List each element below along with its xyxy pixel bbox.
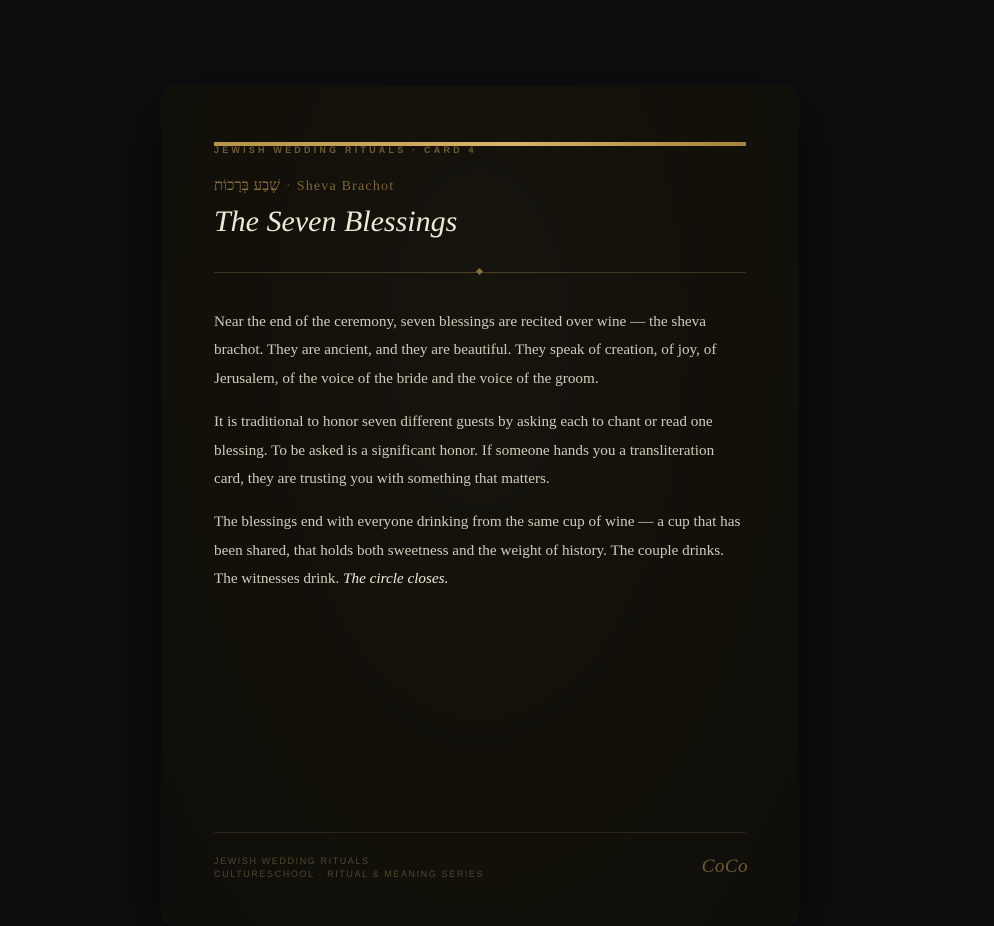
transliteration: Sheva Brachot: [296, 179, 395, 194]
subtitle-line: [214, 176, 394, 195]
card-title: The Seven Blessings: [214, 205, 458, 238]
hebrew-title: שֶׁבַע בְּרָכוֹת: [214, 176, 281, 194]
ritual-card: [162, 86, 798, 926]
body-paragraph-last: [214, 508, 744, 593]
footer-publisher: CULTURESCHOOL · RITUAL & MEANING SERIES: [214, 869, 485, 879]
body-paragraph: Near the end of the ceremony, seven blessings are recited over wine — the sheva brachot. They are ancient, and they are beautiful. They speak of creation, of joy, of Jerusalem, of the voice of the bride and the voice of the groom.: [214, 313, 717, 387]
body-paragraph: It is traditional to honor seven different guests by asking each to chant or read one blessing. To be asked is a significant honor. If someone hands you a transliteration card, they are trusting you with something that matters.: [214, 413, 715, 488]
subtitle-separator: ·: [286, 179, 291, 194]
coco-logo: CoCo: [701, 856, 748, 877]
closing-phrase: The circle closes.: [343, 570, 449, 588]
footer-divider: [214, 832, 746, 833]
card-eyebrow: JEWISH WEDDING RITUALS · CARD 4: [214, 145, 477, 155]
diamond-ornament-icon: [476, 268, 483, 275]
body-paragraph-text: The blessings end with everyone drinking from the same cup of wine — a cup that has been shared, that holds both sweetness and the weight of history. The couple drinks. The witnesses drink.: [214, 513, 741, 588]
card-body: [214, 308, 744, 609]
footer-series-title: JEWISH WEDDING RITUALS: [214, 856, 370, 866]
